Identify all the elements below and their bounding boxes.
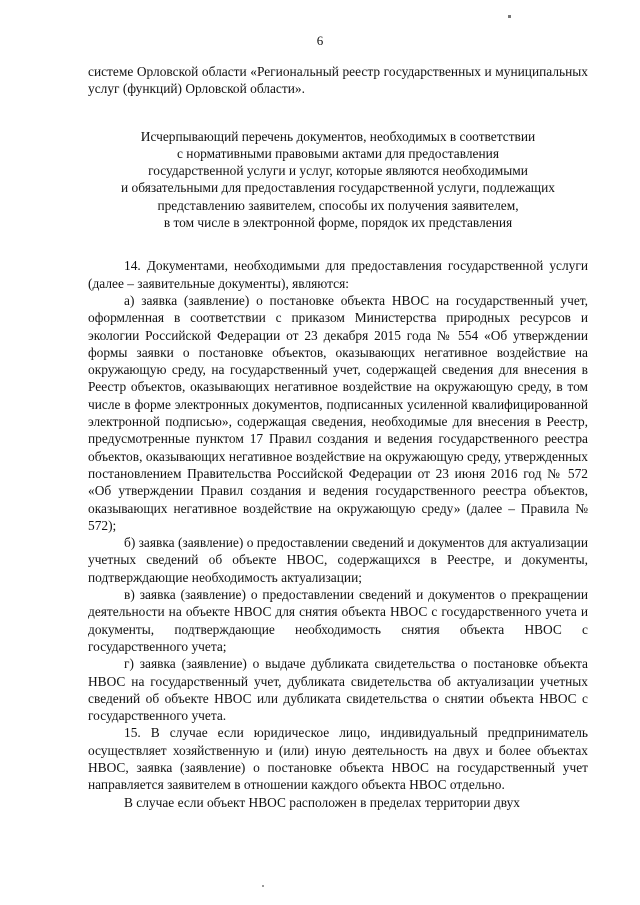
page-number: 6 — [316, 33, 324, 48]
heading-line: Исчерпывающий перечень документов, необходимых в соответствии — [140, 128, 536, 144]
heading-line: представлению заявителем, способы их получения заявителем, — [157, 197, 519, 213]
item-a: а) заявка (заявление) о постановке объекта НВОС на государственный учет, оформленная в соответствии с приказом Министерства природных ресурсов и экологии Российской Федерации от 23 декабря 2015 года № 554 «Об утверждении формы заявки о постановке объектов, оказывающих негативное воздействие на окружающую среду, на государственный учет, содержащей сведения для внесения в Реестр объектов, оказывающих негативное воздействие на окружающую среду, в том числе в форме электронных документов, подписанных усиленной квалифицированной электронной подписью», содержащая сведения, необходимые для внесения в Реестр, предусмотренные пунктом 17 Правил создания и ведения государственного реестра объектов, оказывающих негативное воздействие на окружающую среду, утвержденных постановлением Правительства Российской Федерации от 23 июня 2016 год № 572 «Об утверждении Правил создания и ведения государственного реестра объектов, оказывающих негативное воздействие на окружающую среду» (далее – Правила № 572); — [88, 292, 588, 533]
heading-line: государственной услуги и услуг, которые являются необходимыми — [148, 163, 528, 179]
document-body — [88, 63, 588, 811]
paragraph-15: 15. В случае если юридическое лицо, индивидуальный предприниматель осуществляет хозяйственную и (или) иную деятельность на двух и более объектах НВОС, заявка (заявление) о постановке объекта НВОС на государственный учет направляется заявителем в отношении каждого объекта НВОС отдельно. — [88, 725, 588, 793]
item-b: б) заявка (заявление) о предоставлении сведений и документов для актуализации учетных сведений об объекте НВОС, содержащихся в Реестре, и документы, подтверждающие необходимость актуализации; — [88, 535, 588, 585]
item-v: в) заявка (заявление) о предоставлении сведений и документов о прекращении деятельности на объекте НВОС для снятия объекта НВОС с государственного учета и документы, подтверждающие необходимость снятия объекта НВОС с государственного учета; — [88, 587, 588, 654]
intro-paragraph: системе Орловской области «Региональный реестр государственных и муниципальных услуг (функций) Орловской области». — [88, 64, 588, 97]
heading-line: в том числе в электронной форме, порядок их представления — [163, 215, 513, 231]
paragraph-continued: В случае если объект НВОС расположен в пределах территории двух — [124, 794, 521, 810]
heading-line: с нормативными правовыми актами для предоставления — [176, 145, 499, 161]
paragraph-14: 14. Документами, необходимыми для предоставления государственной услуги (далее – заявительные документы), являются: — [88, 258, 588, 291]
scan-speck — [508, 15, 511, 18]
heading-line: и обязательными для предоставления государственной услуги, подлежащих — [121, 180, 555, 196]
item-g: г) заявка (заявление) о выдаче дубликата свидетельства о постановке объекта НВОС на государственный учет, дубликата свидетельства об актуализации учетных сведений об объекте НВОС или дубликата свидетельства о снятии объекта НВОС с государственного учета. — [88, 656, 588, 724]
section-heading — [88, 128, 588, 232]
scan-speck — [262, 885, 264, 887]
